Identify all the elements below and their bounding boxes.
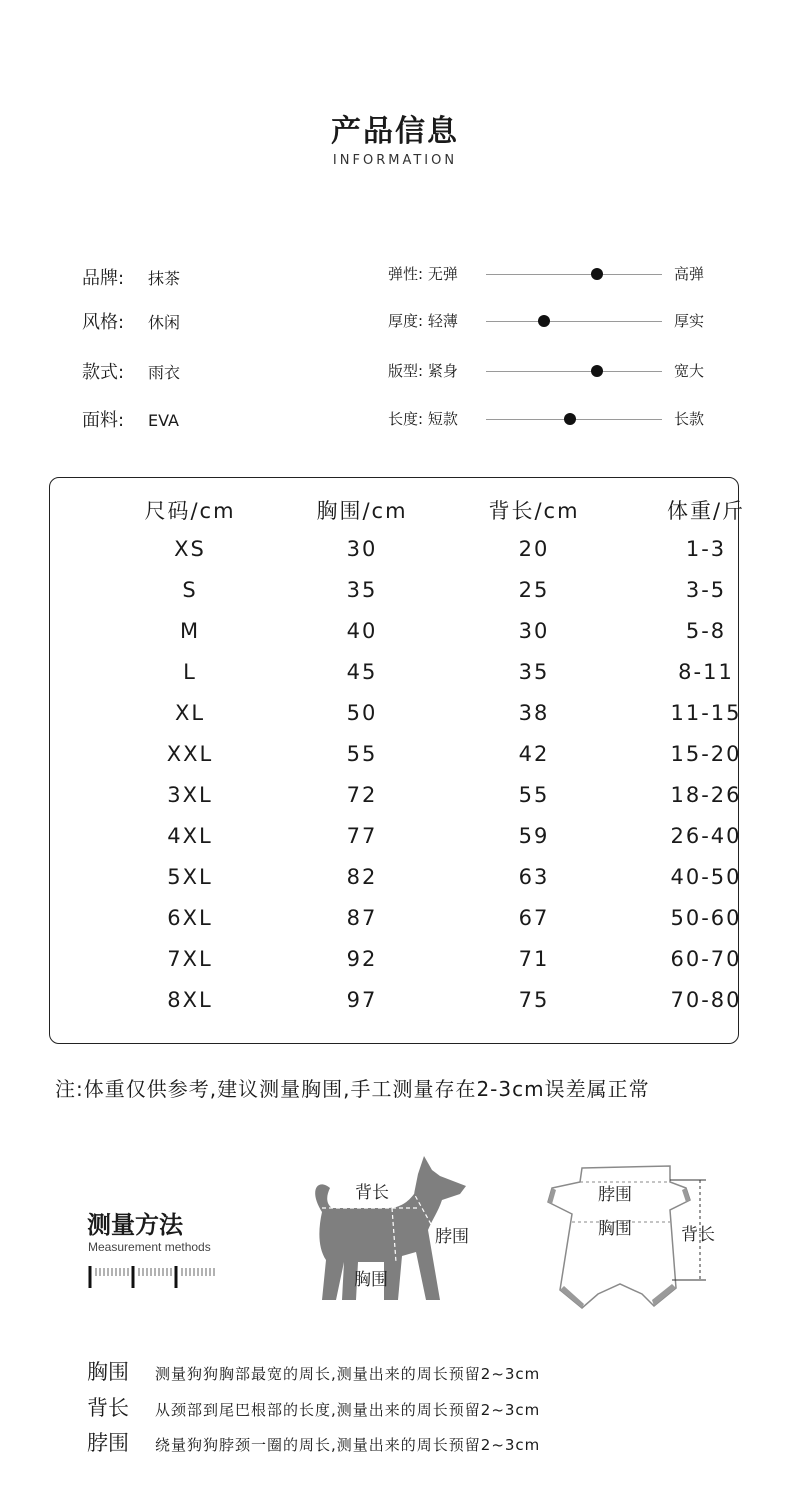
- scale-fit: [388, 360, 718, 384]
- table-cell: 97: [346, 988, 378, 1012]
- table-cell: 35: [346, 578, 378, 602]
- table-cell: 50: [346, 701, 378, 725]
- table-row: [49, 619, 739, 649]
- table-row: [49, 660, 739, 690]
- dog-neck-label: 脖围: [435, 1227, 469, 1247]
- header-weight: 体重/斤: [666, 499, 746, 523]
- table-cell: 3-5: [685, 578, 727, 602]
- scale-track: [486, 321, 662, 322]
- table-cell: S: [182, 578, 198, 602]
- table-cell: 11-15: [670, 701, 742, 725]
- attribute-value: 雨衣: [148, 363, 181, 382]
- table-cell: 8XL: [167, 988, 213, 1012]
- definition-desc: 从颈部到尾巴根部的长度,测量出来的周长预留2~3cm: [155, 1401, 541, 1419]
- scale-marker: [564, 413, 576, 425]
- table-row: [49, 578, 739, 608]
- table-row: [49, 865, 742, 895]
- scale-high-label: 宽大: [674, 362, 705, 380]
- definition-chest: [87, 1356, 540, 1386]
- page-subtitle: INFORMATION: [332, 153, 458, 168]
- table-cell: XXL: [166, 742, 214, 766]
- table-cell: 26-40: [670, 824, 742, 848]
- scale-length: [388, 408, 718, 432]
- table-cell: 92: [346, 947, 378, 971]
- table-cell: 25: [518, 578, 550, 602]
- dog-chest-label: 胸围: [354, 1270, 388, 1290]
- table-cell: XS: [174, 537, 206, 561]
- scale-label: 弹性: 无弹: [388, 265, 458, 283]
- definition-term: 胸围: [87, 1360, 129, 1384]
- table-cell: 20: [518, 537, 550, 561]
- scale-high-label: 高弹: [674, 265, 705, 283]
- table-cell: 50-60: [670, 906, 742, 930]
- table-cell: 35: [518, 660, 550, 684]
- table-cell: 1-3: [685, 537, 727, 561]
- table-cell: 3XL: [167, 783, 213, 807]
- table-cell: 7XL: [167, 947, 213, 971]
- table-cell: 38: [518, 701, 550, 725]
- definition-desc: 测量狗狗胸部最宽的周长,测量出来的周长预留2~3cm: [155, 1365, 541, 1383]
- table-cell: 5-8: [685, 619, 727, 643]
- scale-elasticity: [388, 263, 718, 287]
- header-chest: 胸围/cm: [316, 499, 408, 523]
- header-back: 背长/cm: [488, 499, 580, 523]
- table-cell: 40-50: [670, 865, 742, 889]
- garment-chest-label: 胸围: [598, 1219, 632, 1239]
- definition-back: [87, 1392, 540, 1422]
- note-text: 注:体重仅供参考,建议测量胸围,手工测量存在2-3cm误差属正常: [55, 1077, 650, 1101]
- table-cell: 40: [346, 619, 378, 643]
- table-cell: XL: [174, 701, 206, 725]
- dog-back-label: 背长: [355, 1183, 389, 1203]
- attribute-brand: [82, 264, 180, 290]
- scale-marker: [591, 365, 603, 377]
- table-row: [49, 742, 742, 772]
- table-cell: M: [179, 619, 201, 643]
- table-cell: 70-80: [670, 988, 742, 1012]
- attribute-value: 休闲: [148, 313, 181, 332]
- measure-subtitle: Measurement methods: [88, 1240, 211, 1254]
- table-cell: 63: [518, 865, 550, 889]
- table-cell: 59: [518, 824, 550, 848]
- table-row: [49, 701, 742, 731]
- table-cell: 71: [518, 947, 550, 971]
- table-row: [49, 537, 739, 567]
- header-size: 尺码/cm: [144, 499, 236, 523]
- table-cell: 42: [518, 742, 550, 766]
- page-title: 产品信息: [331, 114, 459, 149]
- definition-term: 脖围: [87, 1431, 129, 1455]
- measure-title: 测量方法: [87, 1211, 183, 1239]
- table-row: [49, 824, 742, 854]
- attribute-style: [82, 308, 180, 334]
- table-cell: 60-70: [670, 947, 742, 971]
- garment-back-label: 背长: [681, 1225, 715, 1245]
- attribute-material: [82, 406, 179, 432]
- table-cell: 30: [346, 537, 378, 561]
- table-row: [49, 988, 742, 1018]
- table-cell: 15-20: [670, 742, 742, 766]
- table-cell: 30: [518, 619, 550, 643]
- attribute-value: 抹茶: [148, 269, 181, 288]
- attribute-key: 款式:: [82, 362, 125, 383]
- definition-neck: [87, 1427, 540, 1457]
- scale-marker: [591, 268, 603, 280]
- table-cell: 6XL: [167, 906, 213, 930]
- attribute-key: 面料:: [82, 410, 125, 431]
- table-cell: 55: [518, 783, 550, 807]
- table-cell: 67: [518, 906, 550, 930]
- size-table-header: [49, 495, 746, 525]
- table-cell: 4XL: [167, 824, 213, 848]
- table-row: [49, 783, 742, 813]
- ruler-icon: [88, 1262, 218, 1292]
- scale-label: 长度: 短款: [388, 410, 458, 428]
- definition-desc: 绕量狗狗脖颈一圈的周长,测量出来的周长预留2~3cm: [155, 1436, 541, 1454]
- attribute-key: 风格:: [82, 312, 125, 333]
- garment-neck-label: 脖围: [598, 1185, 632, 1205]
- table-cell: 18-26: [670, 783, 742, 807]
- table-cell: 55: [346, 742, 378, 766]
- table-cell: L: [183, 660, 197, 684]
- table-row: [49, 947, 742, 977]
- scale-high-label: 长款: [674, 410, 705, 428]
- scale-marker: [538, 315, 550, 327]
- attribute-type: [82, 358, 180, 384]
- table-cell: 8-11: [678, 660, 734, 684]
- scale-label: 厚度: 轻薄: [388, 312, 458, 330]
- table-cell: 45: [346, 660, 378, 684]
- scale-thickness: [388, 310, 718, 334]
- scale-label: 版型: 紧身: [388, 362, 458, 380]
- attribute-key: 品牌:: [82, 268, 125, 289]
- scale-track: [486, 274, 662, 275]
- scale-track: [486, 371, 662, 372]
- attribute-value: EVA: [148, 411, 179, 430]
- table-cell: 75: [518, 988, 550, 1012]
- definition-term: 背长: [87, 1396, 129, 1420]
- scale-high-label: 厚实: [674, 312, 705, 330]
- table-cell: 5XL: [167, 865, 213, 889]
- table-cell: 72: [346, 783, 378, 807]
- table-cell: 82: [346, 865, 378, 889]
- table-cell: 77: [346, 824, 378, 848]
- table-cell: 87: [346, 906, 378, 930]
- table-row: [49, 906, 742, 936]
